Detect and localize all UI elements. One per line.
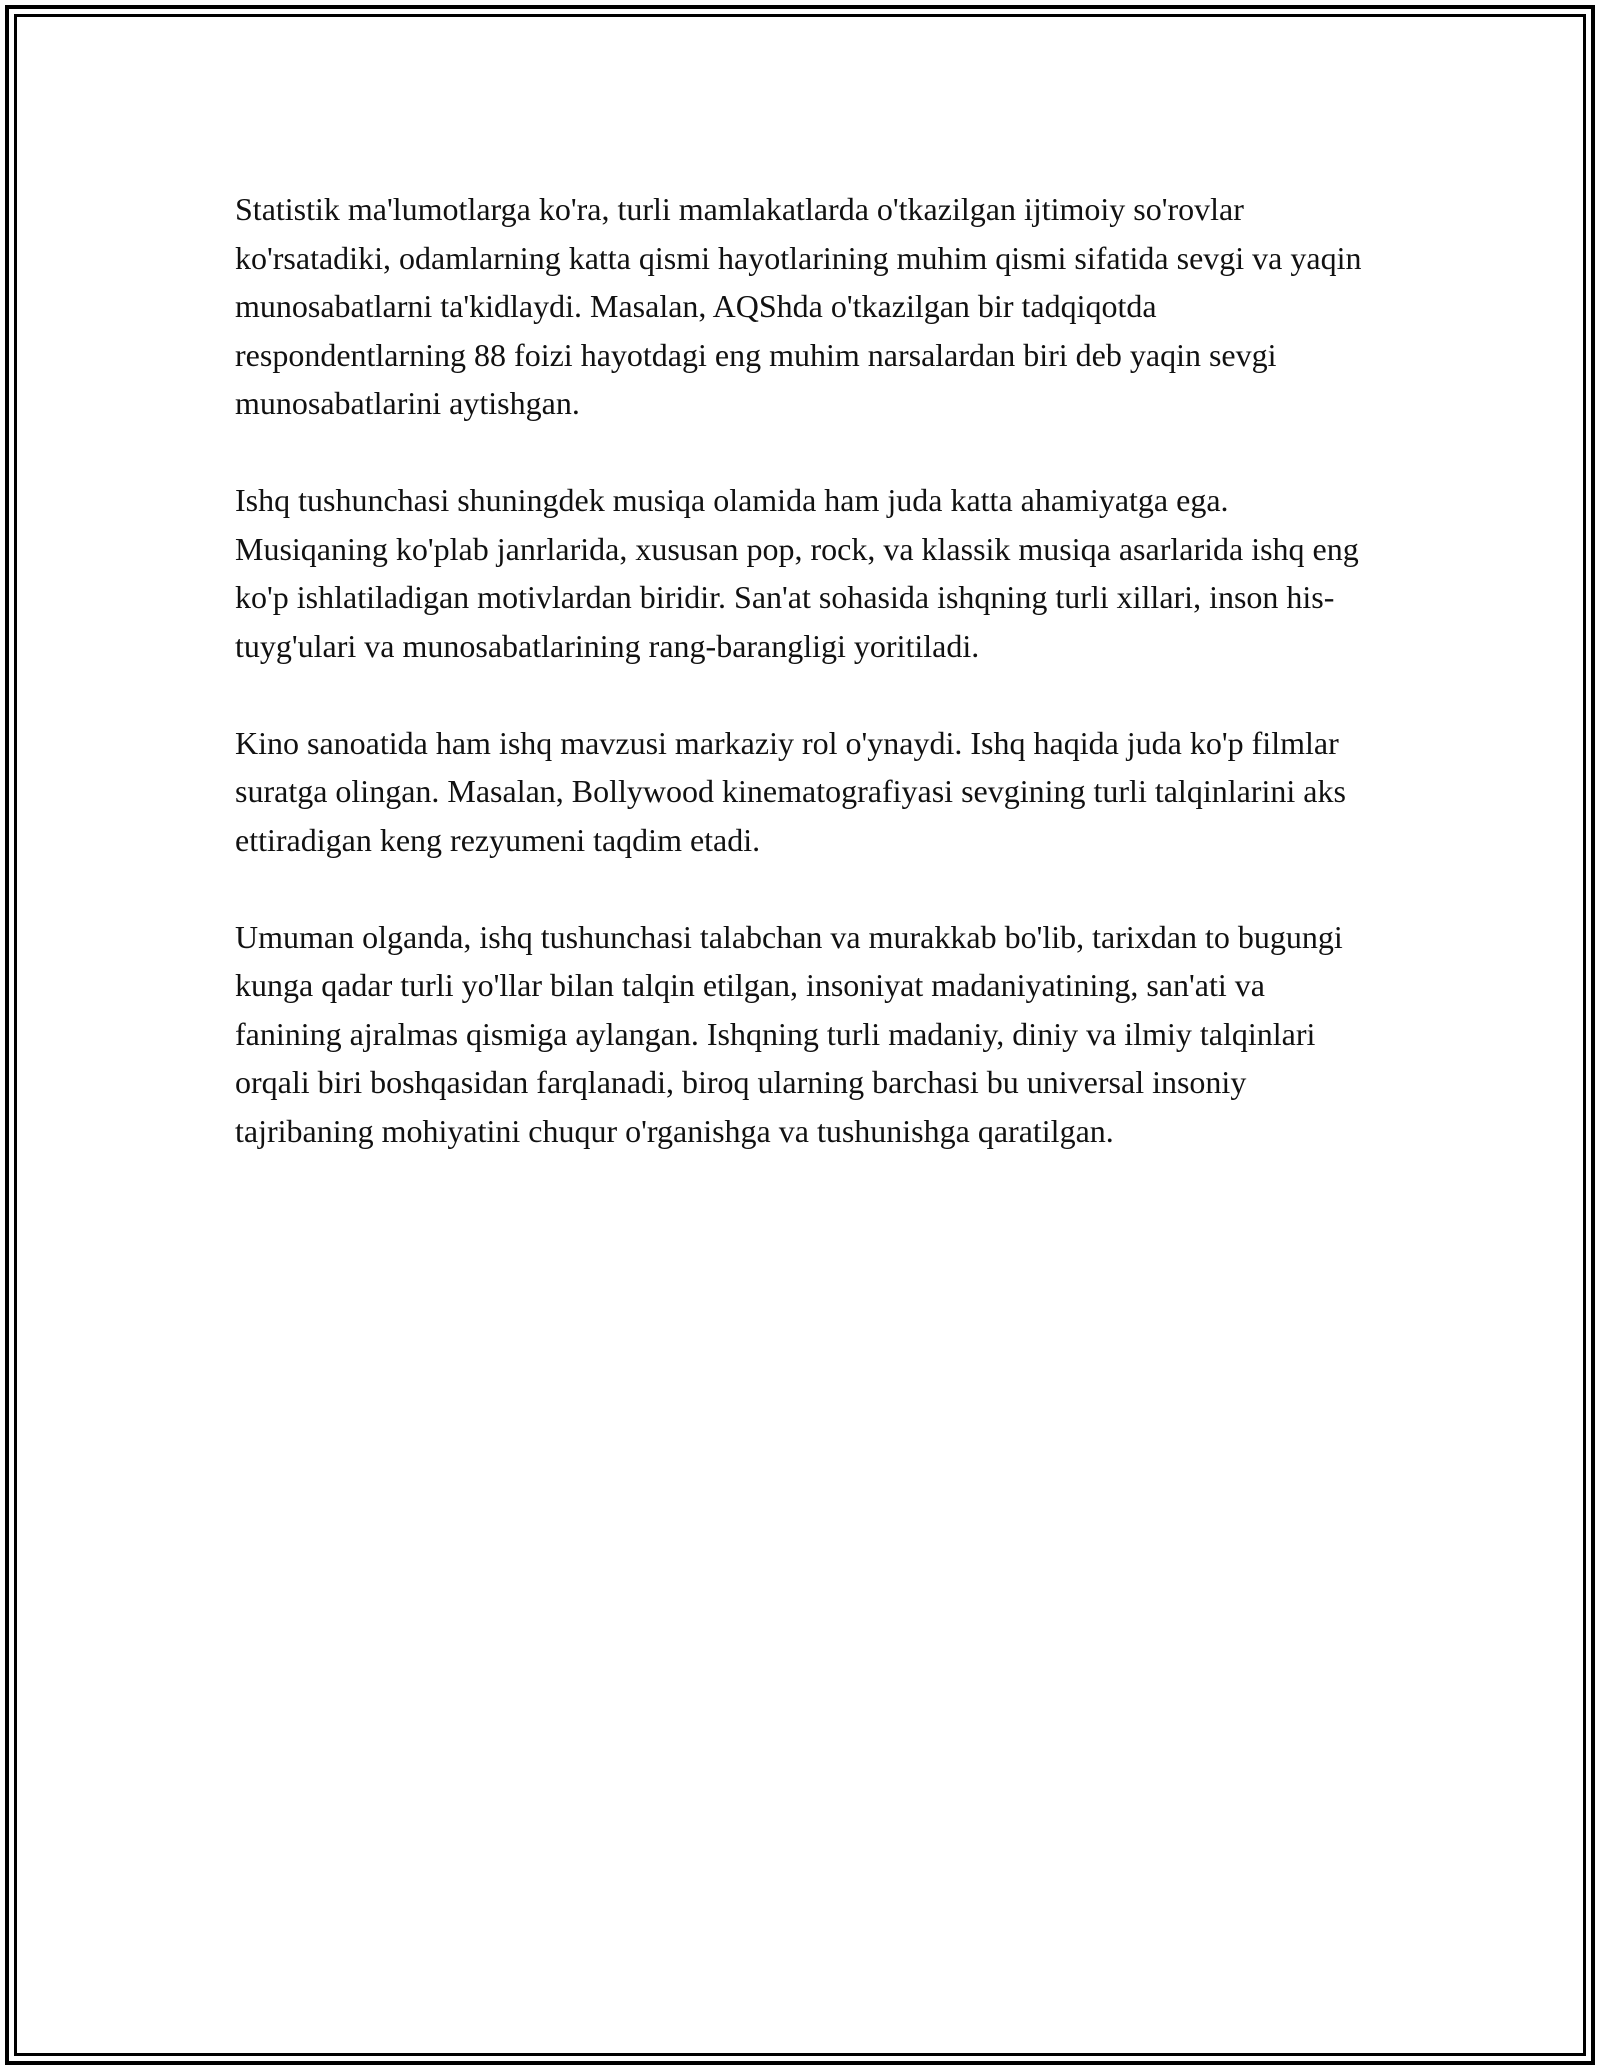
- document-body: [235, 185, 1375, 1204]
- paragraph-cinema: Kino sanoatida ham ishq mavzusi markaziy rol o'ynaydi. Ishq haqida juda ko'p filmlar suratga olingan. Masalan, Bollywood kinematografiyasi sevgining turli talqinlarini aks ettiradigan keng rezyumeni taqdim etadi.: [235, 724, 1346, 858]
- paragraph-statistics: Statistik ma'lumotlarga ko'ra, turli mamlakatlarda o'tkazilgan ijtimoiy so'rovlar ko'rsatadiki, odamlarning katta qismi hayotlarining muhim qismi sifatida sevgi va yaqin munosabatlarni ta'kidlaydi. Masalan, AQShda o'tkazilgan bir tadqiqotda respondentlarning 88 foizi hayotdagi eng muhim narsalardan biri deb yaqin sevgi munosabatlarini aytishgan.: [235, 191, 1362, 421]
- paragraph-conclusion: Umuman olganda, ishq tushunchasi talabchan va murakkab bo'lib, tarixdan to bugungi kunga qadar turli yo'llar bilan talqin etilgan, insoniyat madaniyatining, san'ati va fanining ajralmas qismiga aylangan. Ishqning turli madaniy, diniy va ilmiy talqinlari orqali biri boshqasidan farqlanadi, biroq ularning barchasi bu universal insoniy tajribaning mohiyatini chuqur o'rganishga va tushunishga qaratilgan.: [235, 918, 1343, 1149]
- paragraph-music: Ishq tushunchasi shuningdek musiqa olamida ham juda katta ahamiyatga ega. Musiqaning ko'plab janrlarida, xususan pop, rock, va klassik musiqa asarlarida ishq eng ko'p ishlatiladigan motivlardan biridir. San'at sohasida ishqning turli xillari, inson his-tuyg'ulari va munosabatlarining rang-barangligi yoritiladi.: [235, 482, 1359, 664]
